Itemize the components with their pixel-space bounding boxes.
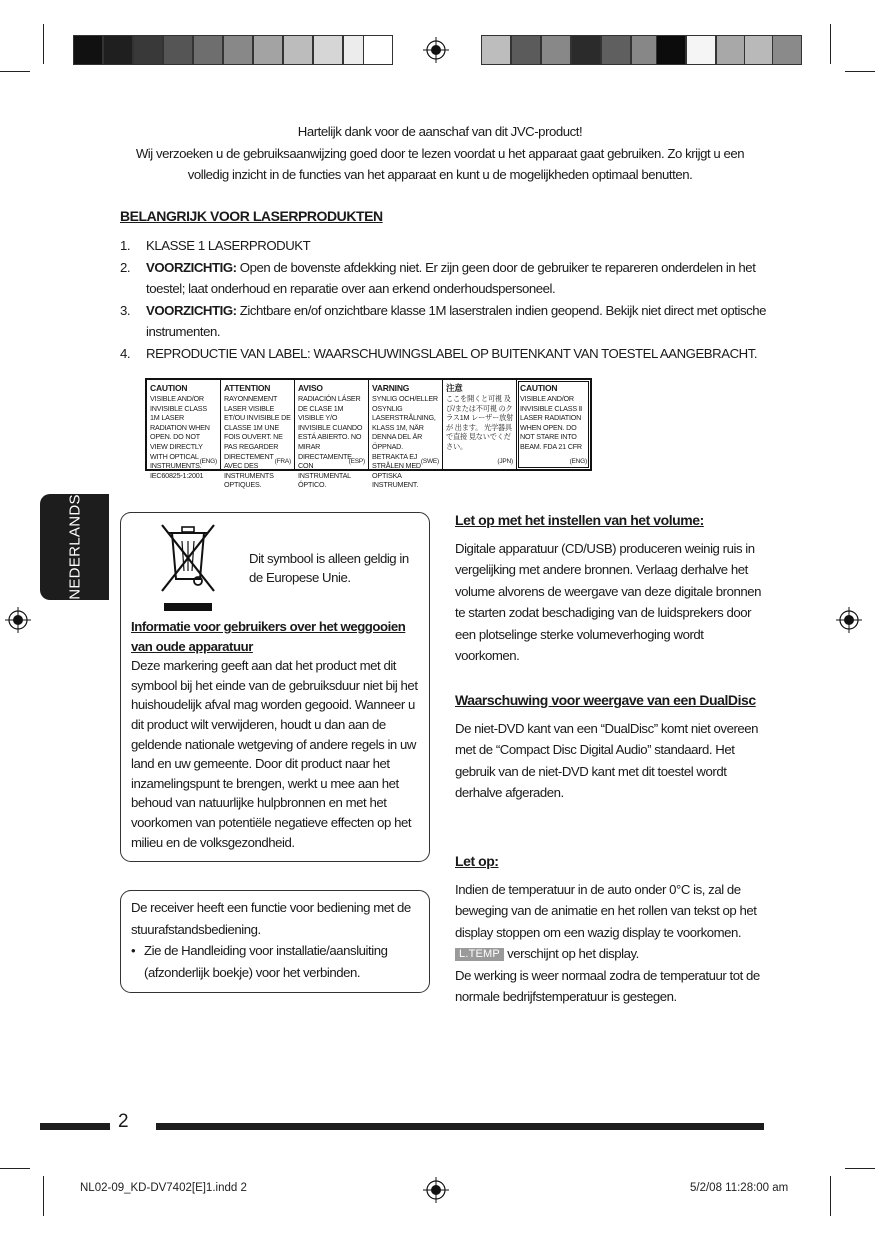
label-cell-title: ATTENTION: [224, 383, 271, 393]
label-cell-esp: [295, 380, 369, 490]
list-item-text: REPRODUCTIE VAN LABEL: WAARSCHUWINGSLABEL OP BUITENKANT VAN TOESTEL AANGEBRACHT.: [146, 345, 758, 361]
temperature-body: [455, 879, 765, 965]
label-cell-body: SYNLIG OCH/ELLER OSYNLIG LASERSTRÅLNING, KLASS 1M, NÄR DENNA DEL ÄR ÖPPNAD. BETRAKTA EJ STRÅLEN MED OPTISKA INSTRUMENT.: [372, 394, 438, 490]
dualdisc-section: [455, 690, 765, 804]
label-cell-code: (ESP): [348, 458, 365, 466]
remote-control-info-box: [120, 890, 430, 993]
label-cell-title: 注意: [446, 383, 463, 393]
laser-warning-label: [145, 378, 592, 490]
label-cell-jpn: [443, 380, 517, 469]
label-cell-swe: [369, 380, 443, 490]
list-item-number: 2.: [120, 259, 131, 275]
label-cell-body: RAYONNEMENT LASER VISIBLE ET/OU INVISIBLE DE CLASSE 1M UNE FOIS OUVERT. NE PAS REGARDER DIRECTEMENT AVEC DES INSTRUMENTS OPTIQUES.: [224, 394, 291, 490]
language-tab-label: NEDERLANDS: [66, 494, 83, 600]
temperature-body-2: De werking is weer normaal zodra de temperatuur tot de normale bedrijfstemperatuur is gestegen.: [455, 967, 760, 1004]
label-cell-code: (ENG): [569, 458, 587, 466]
temperature-heading: Let op:: [455, 853, 499, 869]
registration-mark-icon: [423, 1177, 449, 1203]
list-item-text: KLASSE 1 LASERPRODUKT: [146, 238, 311, 253]
list-item-strong: VOORZICHTIG:: [146, 259, 237, 275]
volume-body: Digitale apparatuur (CD/USB) produceren weinig ruis in vergelijking met andere bronnen. Verlaag derhalve het volume alvorens de weergave van deze digitale bronnen te starten zodat beschadiging van de luidsprekers door een plotselinge sterke volumeverhoging wordt voorkomen.: [455, 540, 762, 663]
laser-warnings-list: [120, 235, 770, 364]
label-cell-body: ここを開くと可視 及び/または不可視 のクラス1M レーザー放射が 出ます。 光学器具で直接 見ないでください。: [446, 394, 514, 451]
list-item-number: 1.: [120, 238, 131, 253]
dualdisc-heading: Waarschuwing voor weergave van een DualDisc: [455, 692, 756, 708]
label-cell-title: VARNING: [372, 383, 410, 393]
weee-symbol-caption: Dit symbool is alleen geldig in de Europese Unie.: [249, 551, 409, 585]
list-item: [120, 300, 770, 343]
label-cell-body: VISIBLE AND/OR INVISIBLE CLASS Ⅱ LASER RADIATION WHEN OPEN. DO NOT STARE INTO BEAM. FDA 21 CFR: [520, 394, 583, 451]
list-item-number: 3.: [120, 302, 131, 318]
temperature-body-text-after: verschijnt op het display.: [507, 946, 639, 961]
laser-section-heading: BELANGRIJK VOOR LASERPRODUKTEN: [120, 208, 383, 224]
intro-line-1: Hartelijk dank voor de aanschaf van dit JVC-product!: [297, 124, 583, 139]
crossed-out-wheelie-bin-icon: [158, 521, 218, 611]
label-cell-fra: [221, 380, 295, 490]
volume-heading: Let op met het instellen van het volume:: [455, 512, 704, 528]
list-item: [120, 343, 770, 365]
label-cell-title: AVISO: [298, 383, 323, 393]
temperature-body-text: Indien de temperatuur in de auto onder 0°C is, zal de beweging van de animatie en het rollen van tekst op het display stoppen om een wazig display te voorkomen.: [455, 881, 757, 940]
list-item-text: Open de bovenste afdekking niet. Er zijn geen door de gebruiker te repareren onderdelen in het toestel; laat onderhoud en reparatie over aan erkend onderhoudspersoneel.: [146, 259, 756, 296]
registration-mark-icon: [836, 607, 862, 633]
label-cell-code: (FRA): [274, 458, 291, 466]
list-item: [120, 257, 770, 300]
list-item: [120, 235, 770, 257]
label-cell-code: (JPN): [497, 458, 513, 466]
list-item-number: 4.: [120, 345, 131, 361]
intro-line-2: Wij verzoeken u de gebruiksaanwijzing goed door te lezen voordat u het apparaat gaat gebruiken. Zo krijgt u een volledig inzicht in de functies van het apparaat en kunt u de mogelijkheden optimaal benutten.: [135, 145, 745, 182]
label-cell-title: CAUTION: [520, 383, 558, 393]
list-item-text: Zichtbare en/of onzichtbare klasse 1M laserstralen indien geopend. Bekijk niet direct met optische instrumenten.: [146, 302, 766, 339]
weee-info-box: [120, 512, 430, 862]
label-cell-code: (ENG): [199, 458, 217, 466]
page-rule-left: [40, 1123, 110, 1130]
registration-mark-icon: [5, 607, 31, 633]
remote-info-list: [131, 940, 419, 983]
intro: [120, 121, 760, 186]
footer-timestamp: 5/2/08 11:28:00 am: [690, 1182, 789, 1194]
language-tab: [40, 494, 109, 600]
registration-mark-icon: [423, 37, 449, 63]
list-item-strong: VOORZICHTIG:: [146, 302, 237, 318]
label-cell-code: (SWE): [420, 458, 439, 466]
footer-filename: NL02-09_KD-DV7402[E]1.indd 2: [80, 1182, 247, 1194]
list-item: • Zie de Handleiding voor installatie/aansluiting (afzonderlijk boekje) voor het verbinden.: [131, 940, 419, 983]
page-rule-right: [156, 1123, 764, 1130]
label-cell-body: RADIACIÓN LÁSER DE CLASE 1M VISIBLE Y/O INVISIBLE CUANDO ESTÁ ABIERTO. NO MIRAR DIRECTAMENTE CON INSTRUMENTAL ÓPTICO.: [298, 394, 363, 490]
volume-section: [455, 510, 765, 667]
label-cell-body: VISIBLE AND/OR INVISIBLE CLASS 1M LASER RADIATION WHEN OPEN. DO NOT VIEW DIRECTLY WITH OPTICAL INSTRUMENTS. IEC60825-1:2001: [150, 394, 210, 480]
label-cell-eng: [147, 380, 221, 480]
temperature-section: [455, 851, 765, 1008]
label-cell-title: CAUTION: [150, 383, 188, 393]
ltemp-display-indicator: L.TEMP: [455, 948, 504, 961]
remote-info-text: De receiver heeft een functie voor bediening met de stuurafstandsbediening.: [131, 900, 411, 937]
dualdisc-body: De niet-DVD kant van een “DualDisc” komt niet overeen met de “Compact Disc Digital Audio” standaard. Het gebruik van de niet-DVD kant met dit toestel wordt derhalve afgeraden.: [455, 720, 759, 800]
weee-heading: Informatie voor gebruikers over het weggooien van oude apparatuur: [131, 619, 406, 654]
page-number: 2: [118, 1111, 129, 1132]
weee-body: Deze markering geeft aan dat het product met dit symbool bij het einde van de gebruiksduur niet bij het huishoudelijk afval mag worden gegooid. Wanneer u dit product wilt verwijderen, houdt u dan aan de geldende nationale wetgeving of andere regels in uw land en uw gemeente. Door dit product naar het inzamelingspunt te brengen, werkt u mee aan het behoud van natuurlijke hulpbronnen en met het voorkomen van potentiële negatieve effecten op het milieu en de volksgezondheid.: [131, 658, 418, 850]
label-cell-fda: [517, 380, 590, 469]
